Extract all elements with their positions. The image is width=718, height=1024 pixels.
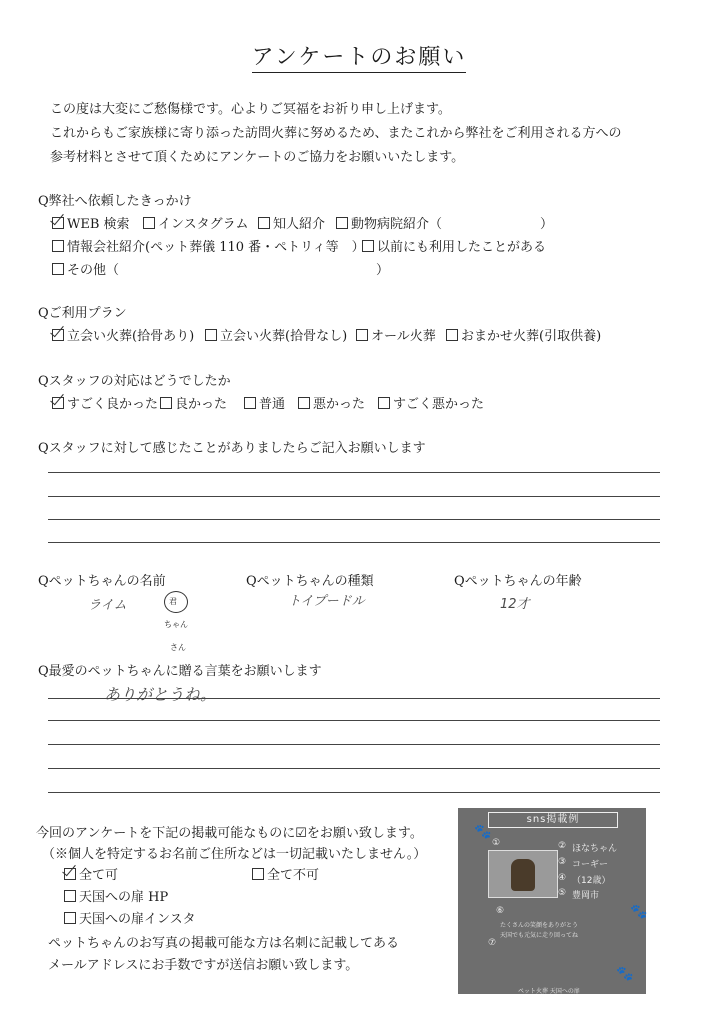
pet-age-answer[interactable]: 12才	[500, 597, 530, 612]
question-message: Q最愛のペットちゃんに贈る言葉をお願いします	[38, 664, 322, 679]
q1-option-other[interactable]: その他（	[52, 259, 119, 278]
q3-option-b[interactable]: 良かった	[160, 393, 227, 412]
suffix-san: さん	[170, 643, 186, 652]
paw-print-icon: 🐾	[474, 824, 492, 840]
answer-line[interactable]	[48, 792, 660, 793]
sns-num-3: ③	[558, 857, 567, 867]
pet-photo	[488, 850, 558, 898]
checkbox-icon[interactable]	[356, 329, 368, 341]
checkbox-icon[interactable]	[298, 397, 310, 409]
checked-checkbox-icon[interactable]	[64, 868, 76, 880]
sns-num-1: ①	[492, 838, 501, 848]
sns-num-2: ②	[558, 841, 567, 851]
checkbox-icon[interactable]	[252, 868, 264, 880]
checkbox-icon[interactable]	[143, 217, 155, 229]
checkbox-icon[interactable]	[160, 397, 172, 409]
checkbox-icon[interactable]	[336, 217, 348, 229]
intro-line: この度は大変にご愁傷様です。心よりご冥福をお祈り申し上げます。	[50, 102, 451, 117]
sns-num-7: ⑦	[488, 938, 497, 948]
checkbox-icon[interactable]	[378, 397, 390, 409]
intro-line: 参考材料とさせて頂くためにアンケートのご協力をお願いいたします。	[50, 150, 465, 165]
sns-message-1: たくさんの笑顔をありがとう	[500, 922, 579, 929]
page-title: アンケートのお願い	[0, 40, 718, 71]
sns-num-5: ⑤	[558, 888, 567, 898]
answer-line[interactable]	[48, 744, 660, 745]
q1-option-web[interactable]: WEB 検索	[52, 213, 130, 232]
q3-option-a[interactable]: すごく良かった	[52, 393, 158, 412]
q2-option-c[interactable]: オール火葬	[356, 325, 436, 344]
checkbox-icon[interactable]	[244, 397, 256, 409]
sns-breed: コーギー	[572, 860, 609, 870]
question-request-reason: Q弊社へ依頼したきっかけ	[38, 194, 192, 209]
answer-line[interactable]	[48, 720, 660, 721]
pet-age-label: Qペットちゃんの年齢	[454, 574, 582, 589]
answer-line[interactable]	[48, 496, 660, 497]
answer-line[interactable]	[48, 698, 660, 699]
answer-line[interactable]	[48, 542, 660, 543]
q3-option-d[interactable]: 悪かった	[298, 393, 365, 412]
sns-age: （12歳）	[572, 876, 611, 886]
question-plan: Qご利用プラン	[38, 306, 127, 321]
sns-name: ほなちゃん	[572, 844, 618, 854]
q1-option-insta[interactable]: インスタグラム	[143, 213, 248, 232]
checkbox-icon[interactable]	[52, 240, 64, 252]
question-staff-comments: Qスタッフに対して感じたことがありましたらご記入お願いします	[38, 441, 426, 456]
q2-option-a[interactable]: 立会い火葬(拾骨あり)	[52, 325, 194, 344]
q1-option-vet[interactable]: 動物病院紹介（	[336, 213, 442, 232]
sns-num-6: ⑥	[496, 906, 505, 916]
paw-print-icon: 🐾	[630, 904, 648, 920]
pet-name-label: Qペットちゃんの名前	[38, 574, 166, 589]
consent-all-no[interactable]: 全て不可	[252, 864, 319, 883]
dog-icon	[511, 859, 535, 891]
sns-example-title: sns掲載例	[488, 812, 618, 828]
photo-note-line2: メールアドレスにお手数ですが送信お願い致します。	[48, 958, 359, 973]
suffix-kun: 君	[169, 597, 177, 606]
q2-option-d[interactable]: おまかせ火葬(引取供養)	[446, 325, 601, 344]
question-staff: Qスタッフの対応はどうでしたか	[38, 374, 231, 389]
suffix-chan: ちゃん	[164, 620, 188, 629]
q1-other-close: ）	[376, 263, 390, 278]
consent-all-ok[interactable]: 全て可	[64, 864, 118, 883]
answer-line[interactable]	[48, 472, 660, 473]
checkbox-icon[interactable]	[64, 912, 76, 924]
pet-type-answer[interactable]: トイプードル	[288, 594, 365, 609]
consent-insta[interactable]: 天国への扉インスタ	[64, 908, 196, 927]
checkbox-icon[interactable]	[52, 263, 64, 275]
intro-text	[50, 98, 621, 170]
sns-example-panel	[458, 808, 646, 994]
checked-checkbox-icon[interactable]	[52, 217, 64, 229]
consent-instruction: 今回のアンケートを下記の掲載可能なものに☑をお願い致します。	[36, 826, 423, 841]
q1-option-friend[interactable]: 知人紹介	[258, 213, 325, 232]
checked-checkbox-icon[interactable]	[52, 397, 64, 409]
q1-option-info[interactable]: 情報会社紹介(ペット葬儀 110 番・ペトリィ等 ）	[52, 236, 365, 255]
checkbox-icon[interactable]	[362, 240, 374, 252]
photo-note-line1: ペットちゃんのお写真の掲載可能な方は名刺に記載してある	[48, 936, 400, 951]
checkbox-icon[interactable]	[205, 329, 217, 341]
sns-message-2: 天国でも元気に走り回ってね	[500, 932, 579, 939]
consent-hp[interactable]: 天国への扉 HP	[64, 886, 168, 905]
intro-line: これからもご家族様に寄り添った訪問火葬に努めるため、またこれから弊社をご利用される方への	[50, 126, 622, 141]
q3-option-c[interactable]: 普通	[244, 393, 285, 412]
q1-option-before[interactable]: 以前にも利用したことがある	[362, 236, 546, 255]
sns-footer: ペット火葬 天国への扉	[518, 988, 580, 995]
pet-type-label: Qペットちゃんの種類	[246, 574, 374, 589]
pet-name-answer[interactable]: ライム	[88, 598, 127, 613]
sns-num-4: ④	[558, 873, 567, 883]
q2-option-b[interactable]: 立会い火葬(拾骨なし)	[205, 325, 347, 344]
checkbox-icon[interactable]	[258, 217, 270, 229]
message-answer[interactable]: ありがとうね。	[104, 685, 217, 704]
answer-line[interactable]	[48, 768, 660, 769]
checked-checkbox-icon[interactable]	[52, 329, 64, 341]
paw-print-icon: 🐾	[616, 966, 634, 982]
q3-option-e[interactable]: すごく悪かった	[378, 393, 484, 412]
checkbox-icon[interactable]	[446, 329, 458, 341]
checkbox-icon[interactable]	[64, 890, 76, 902]
consent-note: （※個人を特定するお名前ご住所などは一切記載いたしません。）	[42, 847, 427, 862]
q1-vet-close: ）	[540, 217, 554, 232]
sns-city: 豊岡市	[572, 891, 600, 901]
answer-line[interactable]	[48, 519, 660, 520]
